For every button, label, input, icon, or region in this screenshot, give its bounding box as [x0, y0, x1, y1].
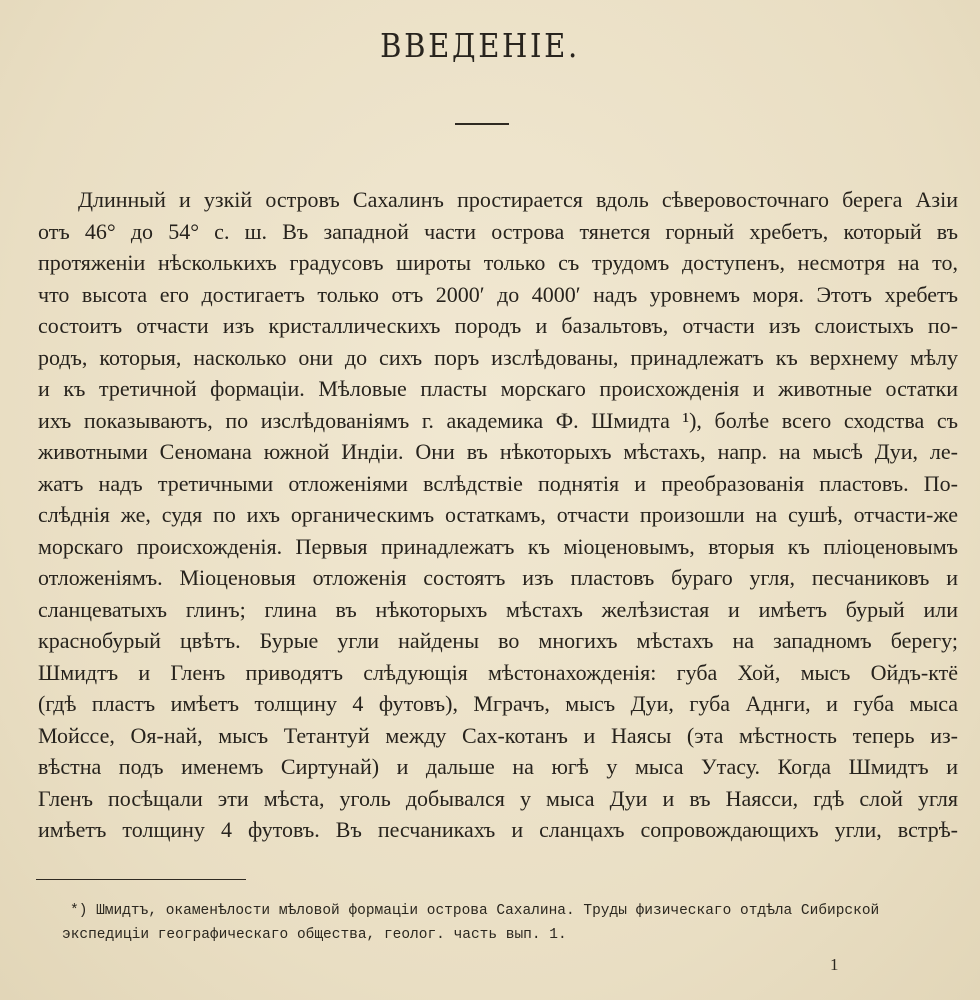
text-line: краснобурый цвѣтъ. Бурые угли найдены во многихъ мѣстахъ на западномъ берегу;	[38, 628, 958, 653]
text-line: что высота его достигаетъ только отъ 2000′ до 4000′ надъ уровнемъ моря. Этотъ хребетъ	[38, 281, 958, 307]
text-line: Мойссе, Оя-най, мысъ Тетантуй между Сах-котанъ и Наясы (эта мѣстность теперь из-	[38, 722, 958, 748]
text-line: и къ третичной формаціи. Мѣловые пласты морскаго происхожденія и животные остатки	[38, 376, 958, 401]
page-title: ВВЕДЕНІЕ.	[380, 26, 580, 65]
text-line: (гдѣ пластъ имѣетъ толщину 4 футовъ), Мграчъ, мысъ Дуи, губа Аднги, и губа мыса	[38, 691, 958, 716]
text-line: Гленъ посѣщали эти мѣста, уголь добывался у мыса Дуи и въ Наясси, гдѣ слой угля	[38, 785, 958, 811]
text-line: протяженіи нѣсколькихъ градусовъ широты только съ трудомъ доступенъ, несмотря на то,	[38, 250, 958, 275]
title-divider	[455, 123, 509, 125]
footnote	[62, 899, 950, 947]
text-line: Шмидтъ и Гленъ приводятъ слѣдующія мѣстонахожденія: губа Хой, мысъ Ойдъ-ктё	[38, 659, 958, 685]
text-line: родъ, которыя, насколько они до сихъ поръ изслѣдованы, принадлежатъ къ верхнему мѣлу	[38, 344, 958, 370]
text-line: слѣднія же, судя по ихъ органическимъ остаткамъ, отчасти произошли на сушѣ, отчасти-же	[38, 502, 958, 527]
text-line: животными Сеномана южной Индіи. Они въ нѣкоторыхъ мѣстахъ, напр. на мысѣ Дуи, ле-	[38, 439, 958, 464]
text-line: морскаго происхожденія. Первыя принадлежатъ къ міоценовымъ, вторыя къ пліоценовымъ	[38, 533, 958, 559]
footnote-line: *) Шмидтъ, окаменѣлости мѣловой формаціи острова Сахалина. Труды физическаго отдѣла Сибирской	[70, 903, 880, 919]
text-line: отъ 46° до 54° с. ш. Въ западной части острова тянется горный хребетъ, который въ	[38, 218, 958, 244]
text-line: ихъ показываютъ, по изслѣдованіямъ г. академика Ф. Шмидта ¹), болѣе всего сходства съ	[38, 407, 958, 433]
page-number: 1	[830, 955, 839, 974]
text-line: состоитъ отчасти изъ кристаллическихъ породъ и базальтовъ, отчасти изъ слоистыхъ по-	[38, 313, 958, 338]
text-line: имѣетъ толщину 4 футовъ. Въ песчаникахъ и сланцахъ сопровождающихъ угли, встрѣ-	[38, 817, 958, 842]
footnote-divider	[36, 879, 246, 880]
text-line: вѣстна подъ именемъ Сиртунай) и дальше на югѣ у мыса Утасу. Когда Шмидтъ и	[38, 754, 958, 779]
body-paragraph	[38, 184, 958, 846]
text-line: отложеніямъ. Міоценовыя отложенія состоятъ изъ пластовъ бураго угля, песчаниковъ и	[38, 565, 958, 590]
text-line: сланцеватыхъ глинъ; глина въ нѣкоторыхъ мѣстахъ желѣзистая и имѣетъ бурый или	[38, 596, 958, 622]
text-line: Длинный и узкій островъ Сахалинъ простирается вдоль сѣверовосточнаго берега Азіи	[78, 187, 958, 212]
text-line: жатъ надъ третичными отложеніями вслѣдствіе поднятія и преобразованія пластовъ. По-	[38, 470, 958, 496]
footnote-line: экспедиціи географическаго общества, геолог. часть вып. 1.	[62, 927, 567, 943]
